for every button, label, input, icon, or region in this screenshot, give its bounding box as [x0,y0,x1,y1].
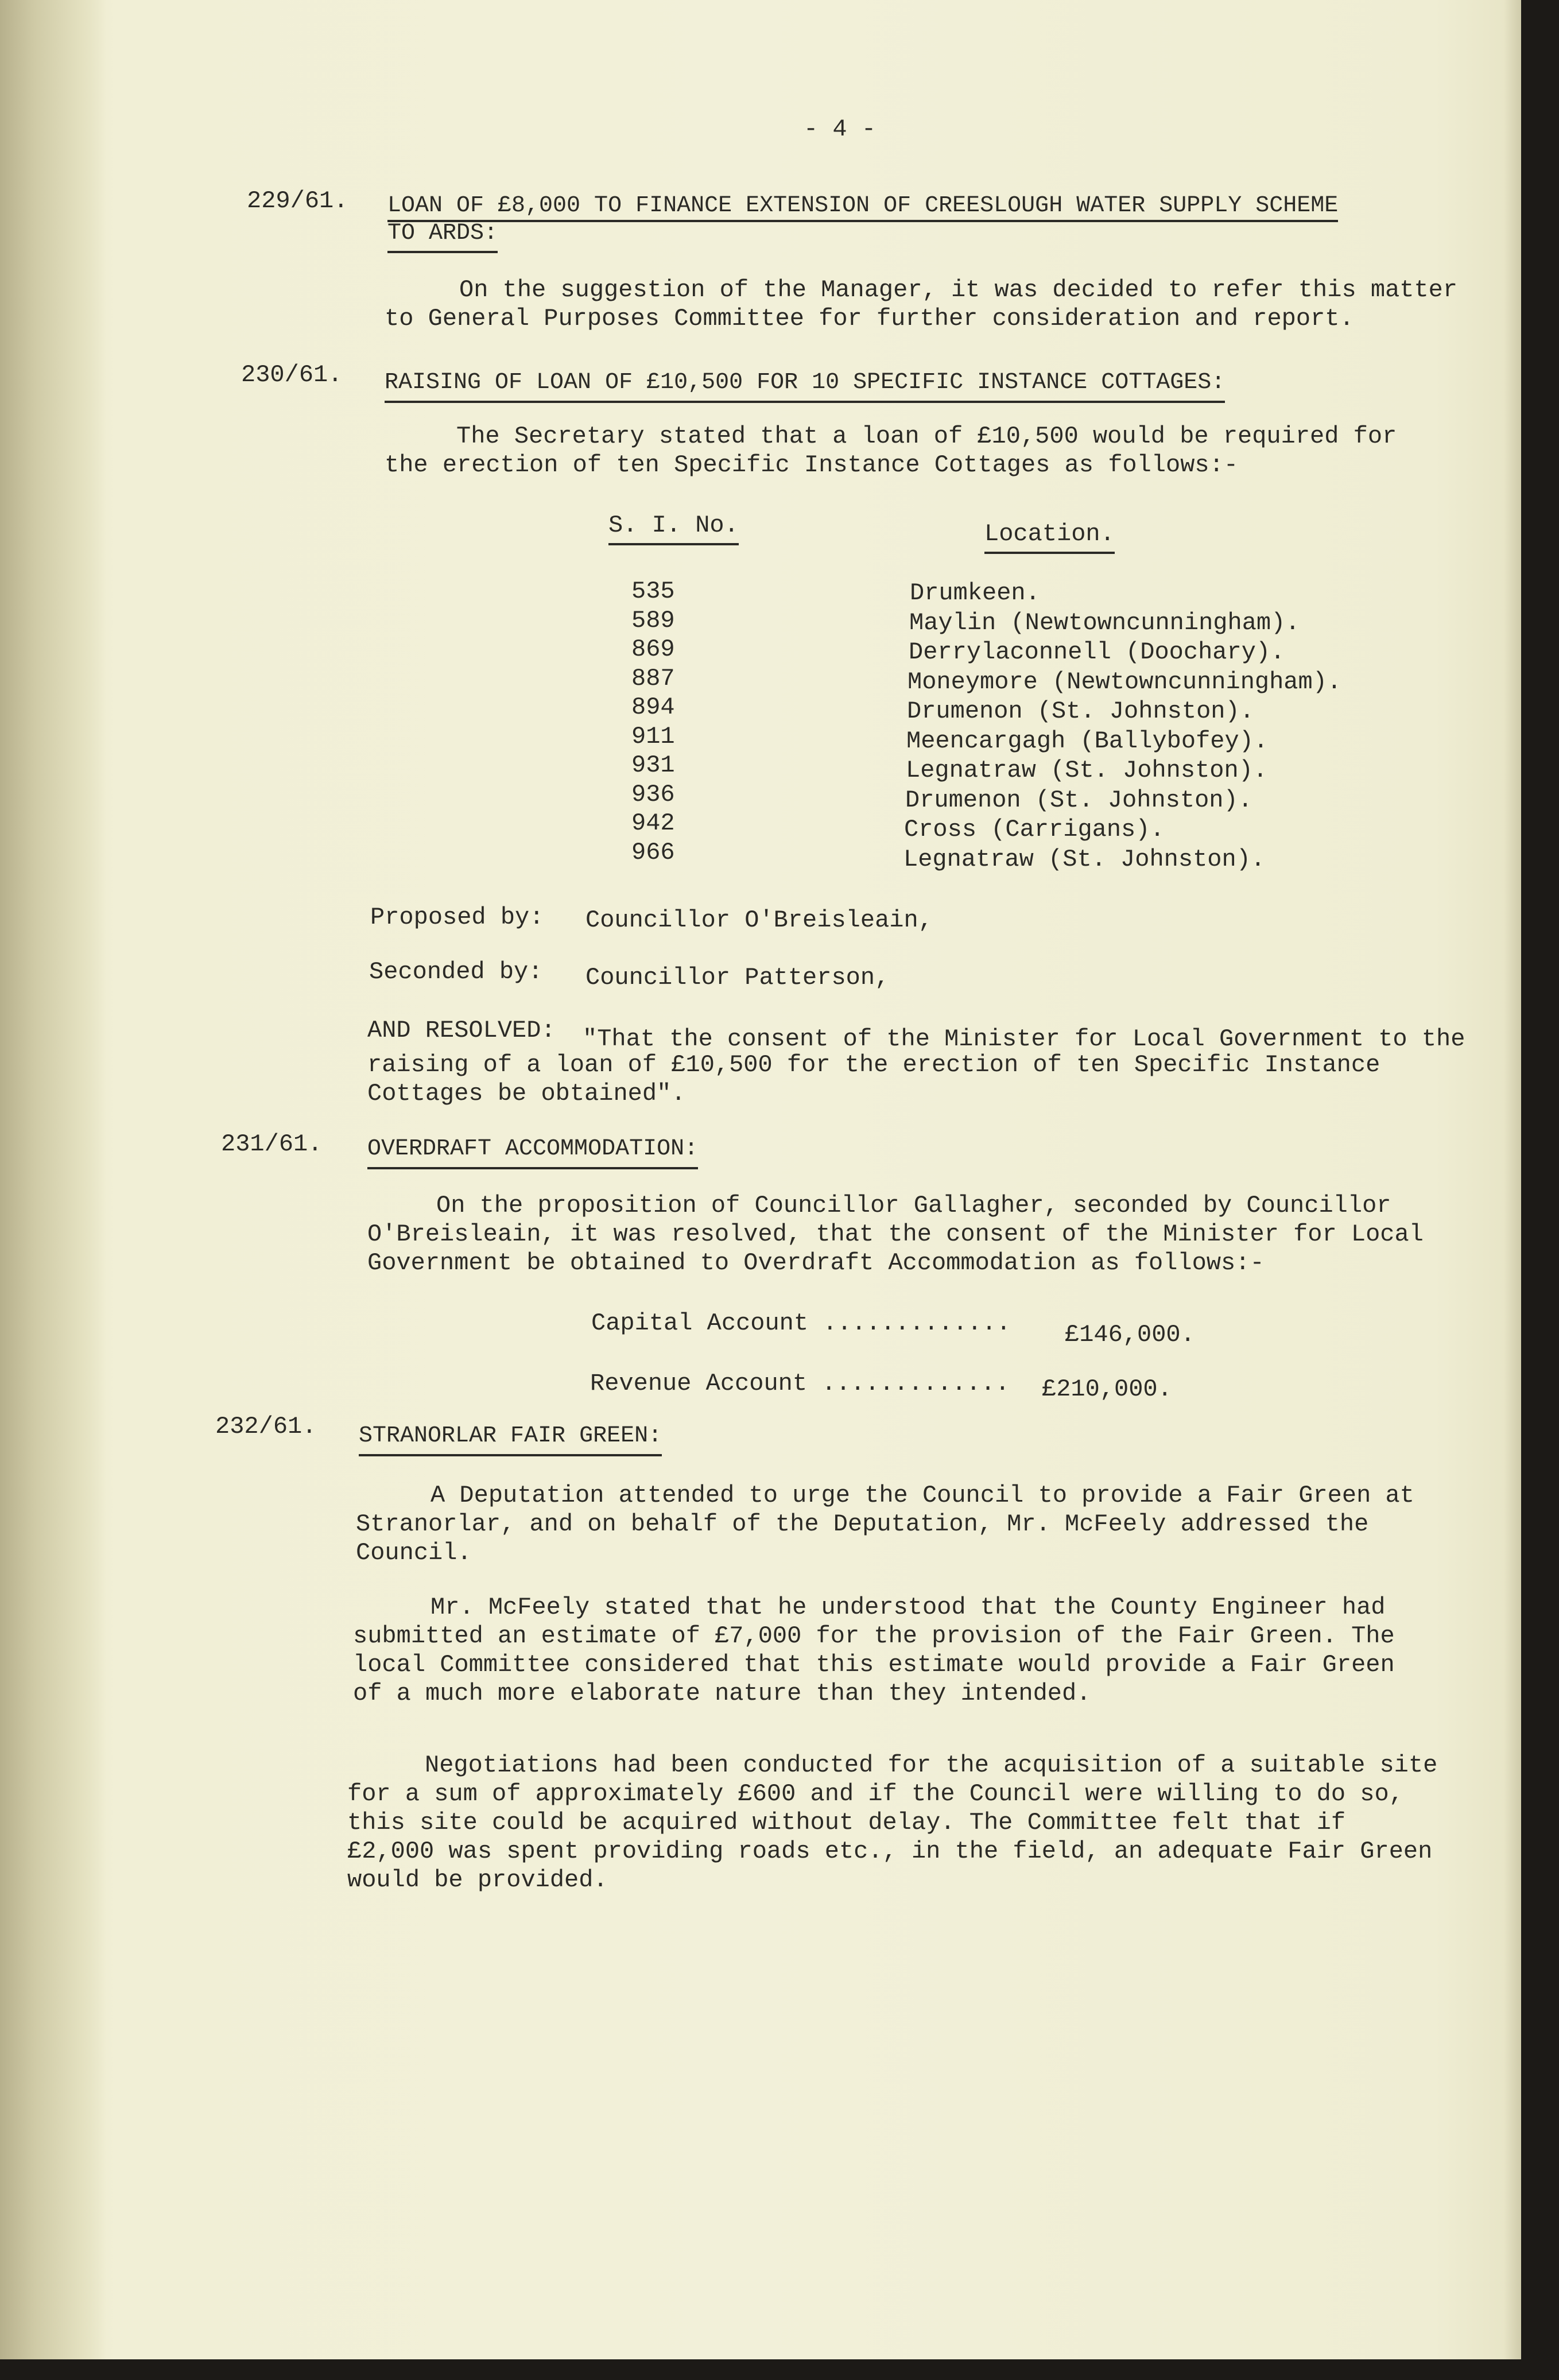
si-number: 887 [631,664,675,692]
heading-231-text: OVERDRAFT ACCOMMODATION: [367,1135,698,1169]
si-location: Legnatraw (St. Johnston). [906,757,1268,784]
seconded-label: Seconded by: [369,958,543,986]
table-header-si-no: S. I. No. [608,511,739,545]
si-number: 869 [631,635,675,663]
si-number: 911 [631,722,675,750]
book-spine-shadow [0,0,106,2359]
heading-231 [367,1134,698,1169]
si-location: Moneymore (Newtowncunningham). [908,668,1342,696]
resolved-line1: "That the consent of the Minister for Local Government to the [583,1025,1465,1053]
heading-232-text: STRANORLAR FAIR GREEN: [359,1422,662,1456]
capital-account-value: £146,000. [1065,1321,1195,1348]
minute-number-230: 230/61. [241,361,343,389]
heading-229-line2: TO ARDS: [387,220,498,253]
para2-232: Mr. McFeely stated that he understood that the County Engineer had submitted an estimate of £7,000 for the provision of the Fair Green. The local Committee considered that this estimate would provide a Fair Green of a much more elaborate nature than they intended. [353,1594,1395,1707]
si-location: Maylin (Newtowncunningham). [909,608,1300,637]
body-229: On the suggestion of the Manager, it was decided to refer this matter to General Purposes Committee for further consideration and report. [385,276,1458,332]
revenue-account-value: £210,000. [1042,1375,1172,1403]
si-number: 931 [631,751,675,779]
proposed-label: Proposed by: [370,904,544,931]
page-number: - 4 - [804,115,877,143]
si-number: 894 [631,693,675,721]
si-location: Derrylaconnell (Doochary). [909,638,1285,666]
page-edge [1504,0,1521,2359]
si-location: Drumenon (St. Johnston). [907,697,1254,725]
resolved-label: AND RESOLVED: [367,1017,556,1044]
seconded-value: Councillor Patterson, [585,964,890,991]
resolved-rest: raising of a loan of £10,500 for the erection of ten Specific Instance Cottages be obtained". [367,1051,1380,1107]
si-location: Drumenon (St. Johnston). [905,786,1252,814]
si-location: Cross (Carrigans). [904,816,1165,843]
proposed-value: Councillor O'Breisleain, [585,906,933,934]
para3-232: Negotiations had been conducted for the acquisition of a suitable site for a sum of approximately £600 and if the Council were willing to do so, this site could be acquired without delay. The Committee felt that if £2,000 was spent providing roads etc., in the field, an adequate Fair Green would be provided. [347,1751,1438,1894]
heading-232 [359,1421,662,1456]
para1-232: A Deputation attended to urge the Council to provide a Fair Green at Stranorlar, and on behalf of the Deputation, Mr. McFeely addressed the Council. [356,1482,1414,1567]
minute-number-231: 231/61. [221,1130,323,1158]
minute-number-229: 229/61. [247,187,348,215]
capital-account-label: Capital Account ............. [591,1309,1011,1337]
table-header-location: Location. [984,520,1115,554]
heading-229 [387,192,1338,253]
si-location: Legnatraw (St. Johnston). [903,845,1266,873]
si-number: 942 [631,809,675,837]
heading-230-text: RAISING OF LOAN OF £10,500 FOR 10 SPECIFIC INSTANCE COTTAGES: [385,369,1225,403]
si-number: 966 [631,838,675,866]
heading-230 [385,367,1225,403]
si-number: 936 [631,780,675,808]
body-231: On the proposition of Councillor Gallagher, seconded by Councillor O'Breisleain, it was resolved, that the consent of the Minister for Local Government be obtained to Overdraft Accommodation as follows:- [367,1192,1424,1277]
body-230: The Secretary stated that a loan of £10,500 would be required for the erection of ten Specific Instance Cottages as follows:- [385,422,1397,479]
revenue-account-label: Revenue Account ............. [590,1370,1010,1397]
si-location: Drumkeen. [910,579,1040,607]
minute-number-232: 232/61. [215,1413,317,1440]
si-number: 589 [631,606,675,634]
heading-229-line1: LOAN OF £8,000 TO FINANCE EXTENSION OF CREESLOUGH WATER SUPPLY SCHEME [387,193,1338,222]
si-number: 535 [631,577,675,605]
si-location: Meencargagh (Ballybofey). [906,727,1269,755]
